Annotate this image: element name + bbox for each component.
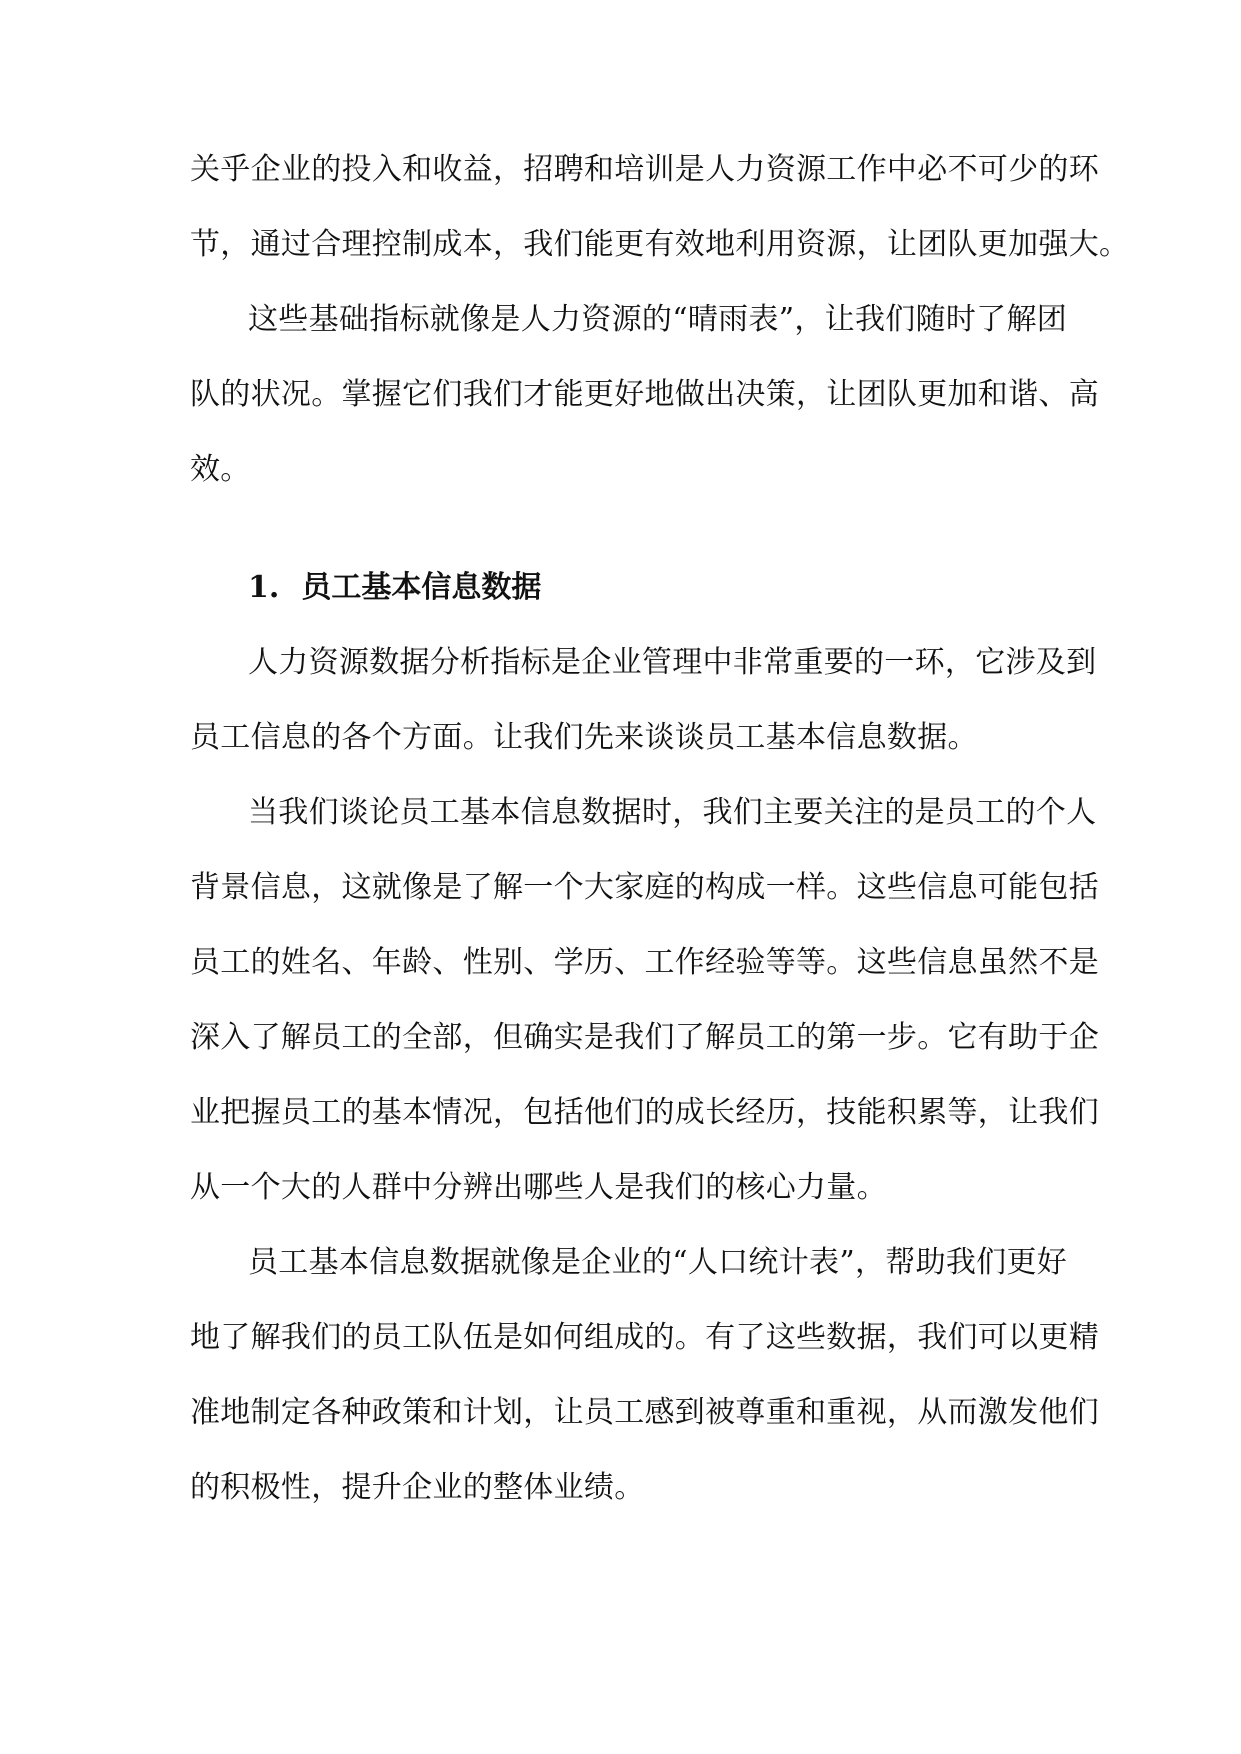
paragraph-line: 这些基础指标就像是人力资源的“晴雨表”，让我们随时了解团 [248,302,1068,337]
section-title: 员工基本信息数据 [301,570,542,605]
paragraph-line: 深入了解员工的全部，但确实是我们了解员工的第一步。它有助于企 [190,1020,1099,1055]
paragraph-line: 队的状况。掌握它们我们才能更好地做出决策，让团队更加和谐、高 [190,377,1099,412]
paragraph-line: 人力资源数据分析指标是企业管理中非常重要的一环，它涉及到 [248,645,1097,680]
paragraph-line: 员工信息的各个方面。让我们先来谈谈员工基本信息数据。 [190,720,978,755]
paragraph-line: 地了解我们的员工队伍是如何组成的。有了这些数据，我们可以更精 [190,1320,1099,1355]
paragraph-line: 关乎企业的投入和收益，招聘和培训是人力资源工作中必不可少的环 [190,152,1099,187]
paragraph-line: 员工基本信息数据就像是企业的“人口统计表”，帮助我们更好 [248,1245,1068,1280]
paragraph-line: 员工的姓名、年龄、性别、学历、工作经验等等。这些信息虽然不是 [190,945,1099,980]
paragraph-line: 效。 [190,452,251,487]
section-number: 1. [248,570,280,605]
paragraph-line: 背景信息，这就像是了解一个大家庭的构成一样。这些信息可能包括 [190,870,1099,905]
paragraph-line: 准地制定各种政策和计划，让员工感到被尊重和重视，从而激发他们 [190,1395,1099,1430]
paragraph-line: 业把握员工的基本情况，包括他们的成长经历，技能积累等，让我们 [190,1095,1099,1130]
paragraph-line: 的积极性，提升企业的整体业绩。 [190,1470,645,1505]
paragraph-line: 当我们谈论员工基本信息数据时，我们主要关注的是员工的个人 [248,795,1097,830]
section-heading [248,568,541,608]
paragraph-line: 节，通过合理控制成本，我们能更有效地利用资源，让团队更加强大。 [190,227,1130,262]
paragraph-line: 从一个大的人群中分辨出哪些人是我们的核心力量。 [190,1170,887,1205]
